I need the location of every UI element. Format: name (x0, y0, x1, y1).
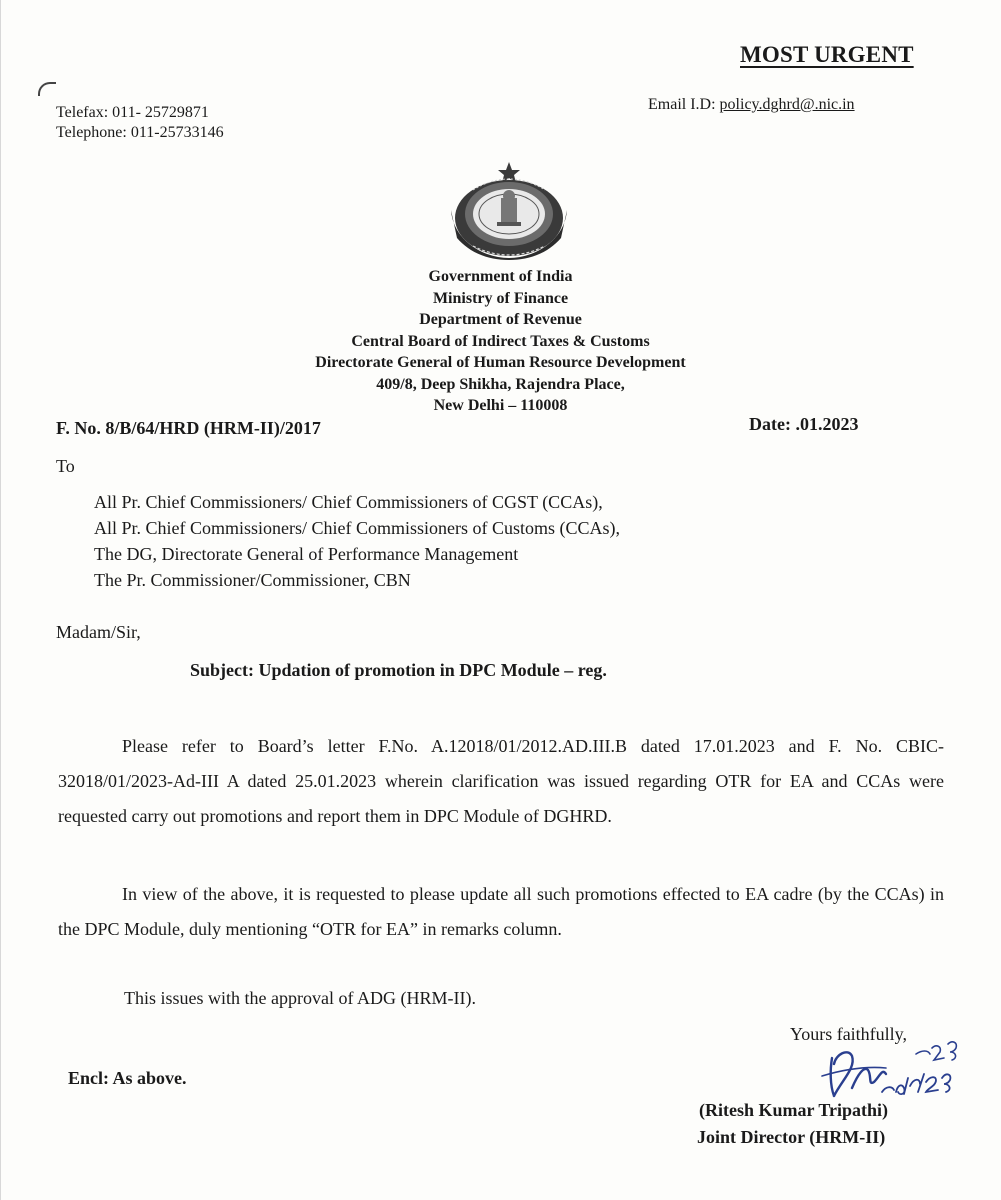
header-line-city: New Delhi – 110008 (433, 397, 568, 414)
body-paragraph-2: In view of the above, it is requested to please update all such promotions effected to EA cadre (by the CCAs) in the DPC Module, duly mentioning “OTR for EA” in remarks column. (58, 884, 944, 939)
addressee-line: All Pr. Chief Commissioners/ Chief Commissioners of Customs (CCAs), (94, 518, 621, 538)
telephone-number: Telephone: 011-25733146 (56, 124, 224, 141)
signer-name: (Ritesh Kumar Tripathi) (699, 1100, 889, 1120)
file-number: F. No. 8/B/64/HRD (HRM-II)/2017 (56, 418, 321, 438)
header-line-directorate: Directorate General of Human Resource Development (315, 354, 686, 371)
email-address: policy.dghrd@.nic.in (719, 96, 855, 113)
handwritten-signature-icon (812, 1030, 972, 1110)
cbic-emblem-icon (443, 160, 575, 265)
body-paragraph-1: Please refer to Board’s letter F.No. A.12018/01/2012.AD.III.B dated 17.01.2023 and F. No. CBIC-32018/01/2023-Ad-III A dated 25.01.2023 wherein clarification was issued regarding OTR for EA and CCAs were requested carry out promotions and report them in DPC Module of DGHRD. (58, 736, 944, 826)
scan-edge-line (0, 0, 1, 1200)
to-label: To (56, 456, 75, 476)
header-line-address: 409/8, Deep Shikha, Rajendra Place, (376, 375, 625, 393)
urgency-heading: MOST URGENT (740, 42, 914, 67)
telefax-number: Telefax: 011- 25729871 (56, 104, 209, 121)
header-line-department: Department of Revenue (419, 311, 582, 328)
header-line-board: Central Board of Indirect Taxes & Customs (351, 332, 650, 350)
closing-line: Yours faithfully, (790, 1024, 908, 1044)
signer-designation: Joint Director (HRM-II) (697, 1127, 886, 1147)
letter-date: Date: .01.2023 (749, 414, 859, 434)
email-label: Email I.D: (648, 96, 720, 113)
subject-line: Subject: Updation of promotion in DPC Module – reg. (190, 660, 607, 680)
addressee-line: All Pr. Chief Commissioners/ Chief Commissioners of CGST (CCAs), (94, 492, 603, 512)
enclosure-note: Encl: As above. (68, 1068, 187, 1088)
salutation: Madam/Sir, (56, 622, 141, 642)
email-line (648, 96, 855, 114)
header-line-ministry: Ministry of Finance (432, 289, 569, 307)
addressee-line: The Pr. Commissioner/Commissioner, CBN (94, 570, 411, 590)
office-header (0, 266, 1001, 417)
header-line-government: Government of India (428, 268, 573, 285)
addressee-line: The DG, Directorate General of Performance Management (94, 544, 519, 564)
body-paragraph-3: This issues with the approval of ADG (HRM-II). (124, 988, 476, 1008)
corner-mark-icon (38, 82, 56, 96)
